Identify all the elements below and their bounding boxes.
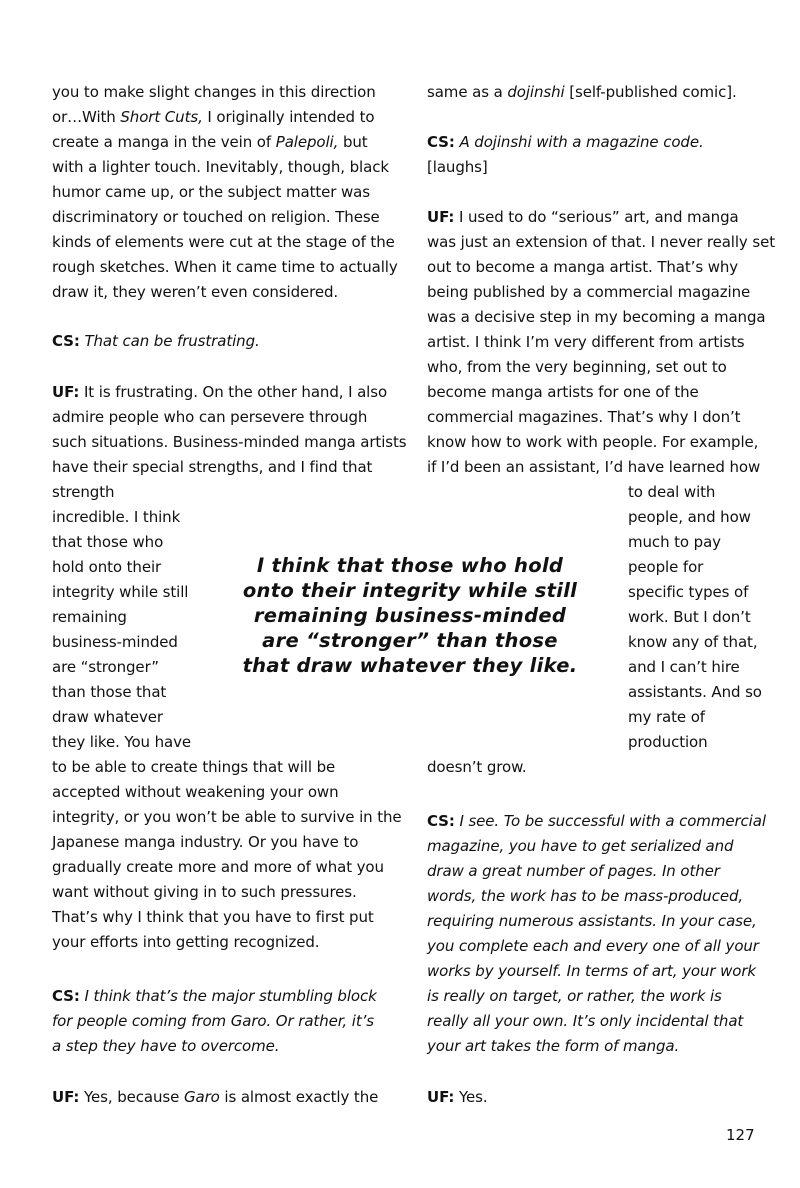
speaker-cs: CS: xyxy=(52,987,80,1005)
text-span: same as a xyxy=(427,83,508,101)
text-line: have their special strengths, and I find that xyxy=(52,458,373,476)
text-line: accepted without weakening your own xyxy=(52,783,339,801)
text-line: work. But I don’t xyxy=(628,608,751,626)
text-line xyxy=(427,133,704,151)
speaker-uf: UF: xyxy=(427,208,455,226)
text-line: such situations. Business-minded manga artists xyxy=(52,433,407,451)
text-line: production xyxy=(628,733,708,751)
title-palepoli: Palepoli, xyxy=(275,133,339,151)
text-line: draw whatever xyxy=(52,708,163,726)
text-line: you to make slight changes in this direction xyxy=(52,83,376,101)
text-line: admire people who can persevere through xyxy=(52,408,368,426)
speaker-cs: CS: xyxy=(427,812,455,830)
text-line xyxy=(52,108,374,126)
text-line xyxy=(52,987,377,1005)
text-line: business-minded xyxy=(52,633,178,651)
pull-quote-line: I think that those who hold xyxy=(256,554,564,577)
text-line: assistants. And so xyxy=(628,683,762,701)
text-line: out to become a manga artist. That’s why xyxy=(427,258,739,276)
text-line: to deal with xyxy=(628,483,716,501)
speaker-uf: UF: xyxy=(427,1088,455,1106)
text-line: know how to work with people. For example, xyxy=(427,433,759,451)
text-line: remaining xyxy=(52,608,127,626)
text-line: much to pay xyxy=(628,533,721,551)
text-line: want without giving in to such pressures. xyxy=(52,883,357,901)
answer-text: Yes, because xyxy=(79,1088,184,1106)
text-line xyxy=(427,812,766,830)
pull-quote-line: onto their integrity while still xyxy=(242,579,578,602)
question-text: I see. To be successful with a commercial xyxy=(454,812,766,830)
text-line: if I’d been an assistant, I’d have learned how xyxy=(427,458,761,476)
text-line: artist. I think I’m very different from artists xyxy=(427,333,745,351)
text-line: your efforts into getting recognized. xyxy=(52,933,320,951)
text-line: That’s why I think that you have to first put xyxy=(52,908,374,926)
text-line: strength xyxy=(52,483,115,501)
text-line: rough sketches. When it came time to actually xyxy=(52,258,398,276)
text-line: draw it, they weren’t even considered. xyxy=(52,283,339,301)
text-line: works by yourself. In terms of art, your work xyxy=(427,962,757,980)
text-line: discriminatory or touched on religion. These xyxy=(52,208,380,226)
text-line: with a lighter touch. Inevitably, though, black xyxy=(52,158,389,176)
text-line: requiring numerous assistants. In your case, xyxy=(427,912,757,930)
text-span: or…With xyxy=(52,108,121,126)
text-line: than those that xyxy=(52,683,167,701)
text-line: magazine, you have to get serialized and xyxy=(427,837,734,855)
text-line: your art takes the form of manga. xyxy=(427,1037,680,1055)
speaker-cs: CS: xyxy=(427,133,455,151)
text-line: you complete each and every one of all your xyxy=(427,937,759,955)
title-short-cuts: Short Cuts, xyxy=(120,108,203,126)
text-line xyxy=(52,332,260,350)
answer-text: is almost exactly the xyxy=(219,1088,379,1106)
text-line: integrity while still xyxy=(52,583,189,601)
text-line: really all your own. It’s only incidental that xyxy=(427,1012,744,1030)
text-line: a step they have to overcome. xyxy=(52,1037,280,1055)
text-line: doesn’t grow. xyxy=(427,758,527,776)
text-line: was just an extension of that. I never really set xyxy=(427,233,775,251)
text-line: who, from the very beginning, set out to xyxy=(427,358,727,376)
page-number: 127 xyxy=(726,1126,755,1144)
pull-quote-line: remaining business-minded xyxy=(253,604,567,627)
text-line: gradually create more and more of what you xyxy=(52,858,384,876)
text-line: kinds of elements were cut at the stage of the xyxy=(52,233,395,251)
text-line: and I can’t hire xyxy=(628,658,740,676)
text-line xyxy=(427,83,737,101)
question-text: I think that’s the major stumbling block xyxy=(79,987,377,1005)
text-line: commercial magazines. That’s why I don’t xyxy=(427,408,741,426)
text-line: words, the work has to be mass-produced, xyxy=(427,887,744,905)
text-line: draw a great number of pages. In other xyxy=(427,862,720,880)
text-line: Japanese manga industry. Or you have to xyxy=(52,833,359,851)
text-line: become manga artists for one of the xyxy=(427,383,699,401)
text-line xyxy=(427,1088,488,1106)
text-line: are “stronger” xyxy=(52,658,159,676)
text-line: know any of that, xyxy=(628,633,758,651)
text-line: to be able to create things that will be xyxy=(52,758,336,776)
speaker-cs: CS: xyxy=(52,332,80,350)
text-span: [self-published comic]. xyxy=(564,83,737,101)
text-span: I originally intended to xyxy=(202,108,375,126)
answer-text: Yes. xyxy=(454,1088,488,1106)
text-line: humor came up, or the subject matter was xyxy=(52,183,370,201)
text-line: specific types of xyxy=(628,583,749,601)
text-line xyxy=(52,1088,378,1106)
pull-quote-line: are “stronger” than those xyxy=(262,629,558,652)
speaker-uf: UF: xyxy=(52,383,80,401)
text-line: people for xyxy=(628,558,704,576)
text-line xyxy=(52,133,368,151)
text-line xyxy=(52,383,387,401)
text-line: they like. You have xyxy=(52,733,192,751)
question-text: That can be frustrating. xyxy=(79,332,260,350)
speaker-uf: UF: xyxy=(52,1088,80,1106)
text-line xyxy=(427,208,739,226)
answer-text: I used to do “serious” art, and manga xyxy=(454,208,739,226)
text-line: hold onto their xyxy=(52,558,162,576)
pull-quote-line: that draw whatever they like. xyxy=(242,654,578,677)
text-line: incredible. I think xyxy=(52,508,181,526)
term-dojinshi: dojinshi xyxy=(507,83,565,101)
title-garo: Garo xyxy=(183,1088,220,1106)
question-text: A dojinshi with a magazine code. xyxy=(454,133,704,151)
text-span: create a manga in the vein of xyxy=(52,133,276,151)
text-line: was a decisive step in my becoming a manga xyxy=(427,308,766,326)
text-line: [laughs] xyxy=(427,158,488,176)
text-line: is really on target, or rather, the work is xyxy=(427,987,722,1005)
answer-text: It is frustrating. On the other hand, I also xyxy=(79,383,388,401)
text-line: people, and how xyxy=(628,508,751,526)
text-line: my rate of xyxy=(628,708,705,726)
text-line: for people coming from Garo. Or rather, it’s xyxy=(52,1012,374,1030)
text-line: that those who xyxy=(52,533,164,551)
text-span: but xyxy=(338,133,368,151)
text-line: being published by a commercial magazine xyxy=(427,283,751,301)
text-line: integrity, or you won’t be able to survive in the xyxy=(52,808,402,826)
